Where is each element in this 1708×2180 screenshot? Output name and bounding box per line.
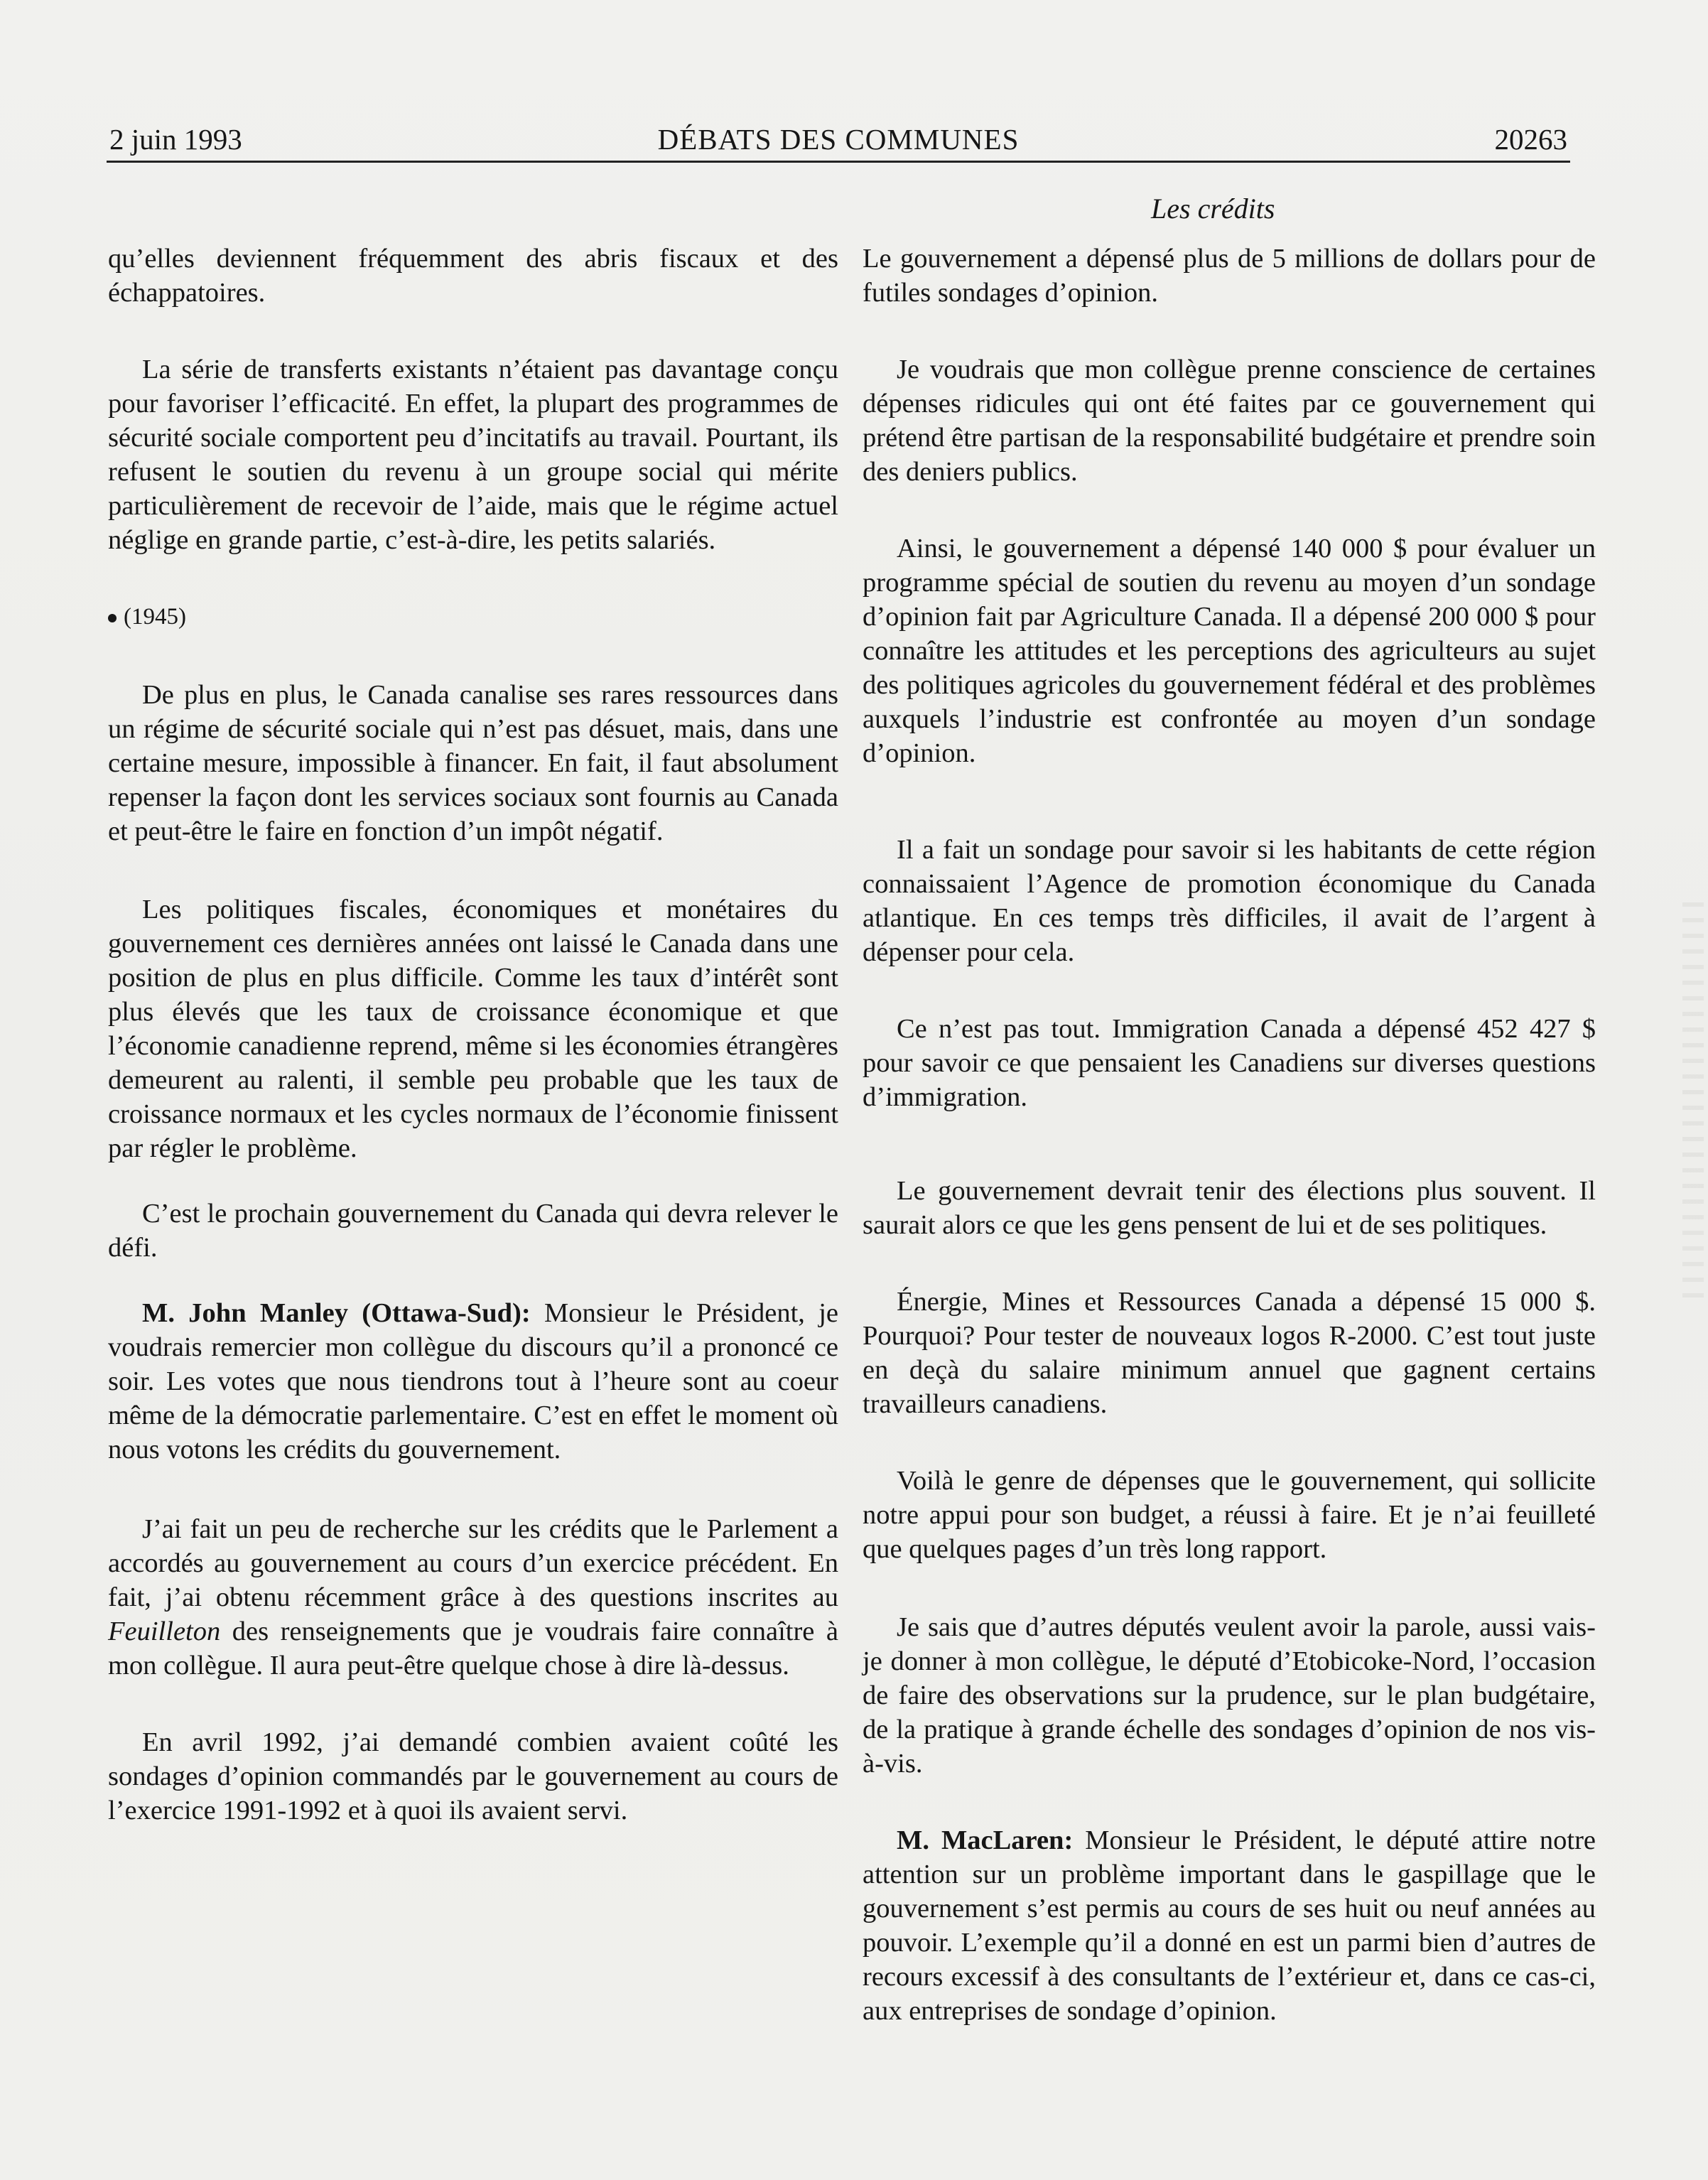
section-label: Les crédits bbox=[1151, 193, 1275, 225]
paragraph: Énergie, Mines et Ressources Canada a dépensé 15 000 $. Pourquoi? Pour tester de nouveaux logos R-2000. C’est tout juste en deçà du salaire minimum annuel que gagnent certains travailleurs canadiens. bbox=[863, 1287, 1596, 1419]
paragraph: En avril 1992, j’ai demandé combien avaient coûté les sondages d’opinion commandés par le gouvernement au cours de l’exercice 1991-1992 et à quoi ils avaient servi. bbox=[108, 1727, 838, 1825]
speaker-name: M. MacLaren: bbox=[897, 1825, 1074, 1855]
paragraph: La série de transferts existants n’étaient pas davantage conçu pour favoriser l’efficacité. En effet, la plupart des programmes de sécurité sociale comportent peu d’incitatifs au travail. Pourtant, ils refusent le soutien du revenu à un groupe social qui mérite particulièrement de recevoir de l’aide, mais que le régime actuel néglige en grande partie, c’est-à-dire, les petits salariés. bbox=[108, 355, 838, 555]
bullet-icon bbox=[108, 614, 117, 622]
header-page-number: 20263 bbox=[1494, 123, 1567, 156]
time-marker bbox=[108, 600, 838, 634]
paragraph: Je sais que d’autres députés veulent avoir la parole, aussi vais-je donner à mon collègue, le député d’Etobicoke-Nord, l’occasion de faire des observations sur la prudence, sur le plan budgétaire, de la pratique à grande échelle des sondages d’opinion de nos vis-à-vis. bbox=[863, 1612, 1596, 1779]
left-column bbox=[108, 242, 838, 1828]
speaker-name: M. John Manley (Ottawa-Sud): bbox=[142, 1298, 531, 1328]
right-column bbox=[863, 242, 1596, 2028]
page-header bbox=[107, 118, 1570, 163]
speech-paragraph bbox=[863, 1823, 1596, 2028]
speech-paragraph bbox=[108, 1296, 838, 1467]
paragraph: qu’elles deviennent fréquemment des abris fiscaux et des échappatoires. bbox=[108, 244, 838, 308]
paragraph: Il a fait un sondage pour savoir si les habitants de cette région connaissaient l’Agence de promotion économique du Canada atlantique. En ces temps très difficiles, il avait de l’argent à dépenser pour cela. bbox=[863, 835, 1596, 967]
italic-term: Feuilleton bbox=[108, 1617, 221, 1646]
time-marker-text: (1945) bbox=[124, 604, 186, 630]
paragraph: C’est le prochain gouvernement du Canada qui devra relever le défi. bbox=[108, 1199, 838, 1263]
paragraph: De plus en plus, le Canada canalise ses rares ressources dans un régime de sécurité sociale qui n’est pas désuet, mais, dans une certaine mesure, impossible à financer. En fait, il faut absolument repenser la façon dont les services sociaux sont fournis au Canada et peut-être le faire en fonction d’un impôt négatif. bbox=[108, 680, 838, 846]
paragraph-text: J’ai fait un peu de recherche sur les crédits que le Parlement a accordés au gouvernement au cours d’un exercice précédent. En fait, j’ai obtenu récemment grâce à des questions inscrites au bbox=[108, 1514, 838, 1612]
paragraph: Les politiques fiscales, économiques et monétaires du gouvernement ces dernières années ont laissé le Canada dans une position de plus en plus difficile. Comme les taux d’intérêt sont plus élevés que les taux de croissance économique et que l’économie canadienne reprend, même si les économies étrangères demeurent au ralenti, il semble peu probable que les taux de croissance normaux et les cycles normaux de l’économie finissent par régler le problème. bbox=[108, 895, 838, 1163]
paragraph: Je voudrais que mon collègue prenne conscience de certaines dépenses ridicules qui ont été faites par ce gouvernement qui prétend être partisan de la responsabilité budgétaire et prendre soin des deniers publics. bbox=[863, 355, 1596, 487]
speech-text: Monsieur le Président, le député attire notre attention sur un problème important dans le gaspillage que le gouvernement s’est permis au cours de ses huit ou neuf années au pouvoir. L’exemple qu’il a donné en est un parmi bien d’autres de recours excessif à des consultants de l’extérieur et, dans ce cas-ci, aux entreprises de sondage d’opinion. bbox=[863, 1825, 1596, 2026]
paragraph: Le gouvernement devrait tenir des élections plus souvent. Il saurait alors ce que les gens pensent de lui et de ses politiques. bbox=[863, 1176, 1596, 1240]
speech-text: Monsieur le Président, je voudrais remercier mon collègue du discours qu’il a prononcé ce soir. Les votes que nous tiendrons tout à l’heure sont au coeur même de la démocratie parlementaire. C’est en effet le moment où nous votons les crédits du gouvernement. bbox=[108, 1298, 838, 1464]
header-title: DÉBATS DES COMMUNES bbox=[657, 123, 1020, 156]
paragraph: Ce n’est pas tout. Immigration Canada a dépensé 452 427 $ pour savoir ce que pensaient les Canadiens sur diverses questions d’immigration. bbox=[863, 1014, 1596, 1112]
scan-margin-artifact bbox=[1682, 902, 1704, 1300]
paragraph-text: des renseignements que je voudrais faire connaître à mon collègue. Il aura peut-être quelque chose à dire là-dessus. bbox=[108, 1617, 838, 1680]
paragraph bbox=[108, 1512, 838, 1683]
paragraph: Ainsi, le gouvernement a dépensé 140 000 $ pour évaluer un programme spécial de soutien du revenu au moyen d’un sondage d’opinion fait par Agriculture Canada. Il a dépensé 200 000 $ pour connaître les attitudes et les perceptions des agriculteurs au sujet des politiques agricoles du gouvernement fédéral et des problèmes auxquels l’industrie est confrontée au moyen d’un sondage d’opinion. bbox=[863, 534, 1596, 768]
paragraph: Le gouvernement a dépensé plus de 5 millions de dollars pour de futiles sondages d’opinion. bbox=[863, 244, 1596, 308]
header-date: 2 juin 1993 bbox=[109, 123, 242, 156]
paragraph: Voilà le genre de dépenses que le gouvernement, qui sollicite notre appui pour son budget, a réussi à faire. Et je n’ai feuilleté que quelques pages d’un très long rapport. bbox=[863, 1466, 1596, 1564]
